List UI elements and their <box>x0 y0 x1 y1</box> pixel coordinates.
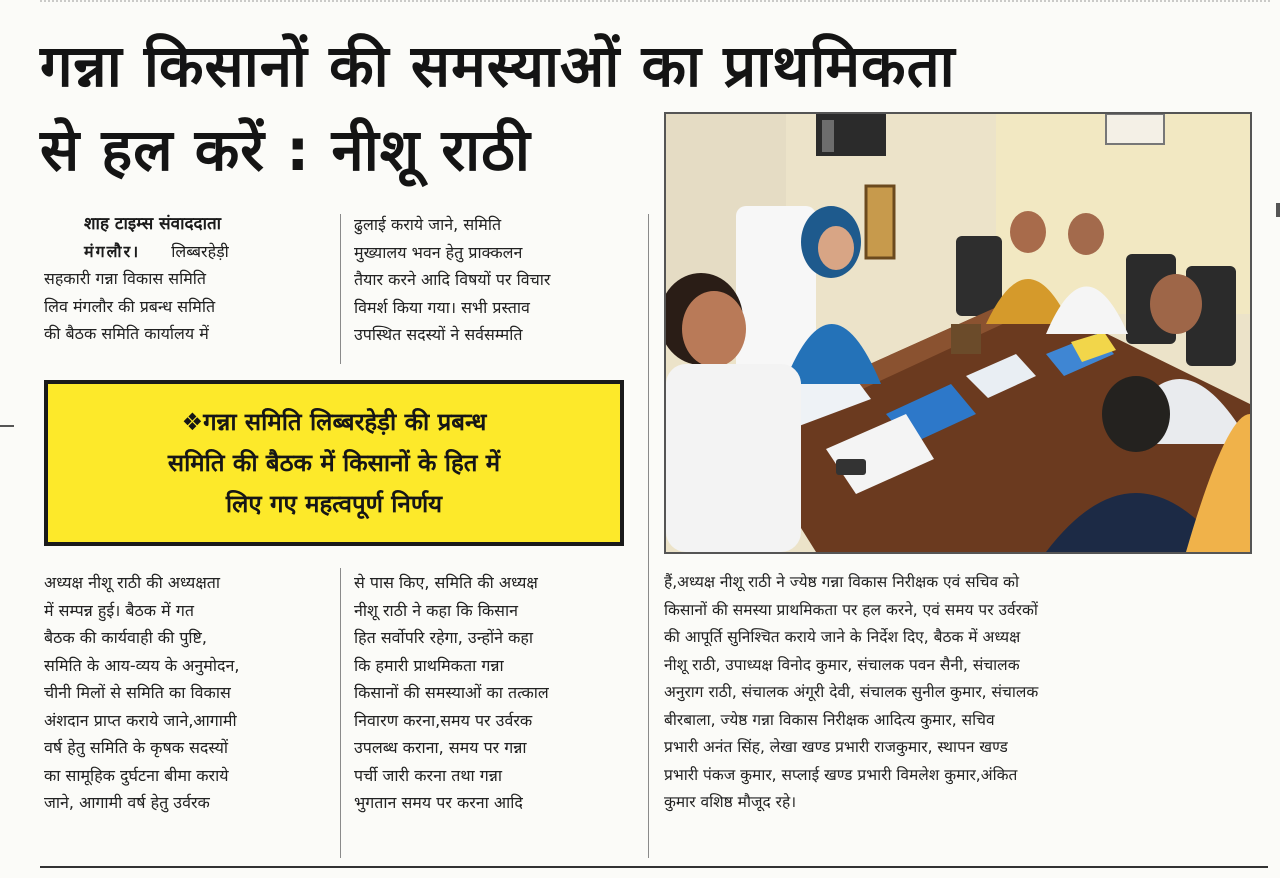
mobile-phone <box>836 459 866 475</box>
wall-frame <box>1106 114 1164 144</box>
dateline-line <box>84 238 326 266</box>
text-line: की बैठक समिति कार्यालय में <box>44 324 209 343</box>
portrait-frame <box>866 186 894 258</box>
text-line: किसानों की समस्याओं का तत्काल <box>354 683 549 702</box>
pen-stand <box>951 324 981 354</box>
headline-line-1: गन्ना किसानों की समस्याओं का प्राथमिकता <box>40 32 956 100</box>
text-line: हित सर्वोपरि रहेगा, उन्होंने कहा <box>354 628 534 647</box>
column-1-top-line-1: लिब्बरहेड़ी <box>171 242 229 261</box>
margin-mark <box>1276 203 1280 217</box>
text-line: बीरबाला, ज्येष्ठ गन्ना विकास निरीक्षक आदित्य कुमार, सचिव <box>664 710 995 729</box>
person-background-head <box>1010 211 1046 253</box>
headline-line-2: से हल करें : नीशू राठी <box>40 116 531 184</box>
highlight-text <box>150 402 518 525</box>
previous-article-cutoff <box>40 0 1270 8</box>
highlight-box <box>44 380 624 546</box>
text-line: बैठक की कार्यवाही की पुष्टि, <box>44 628 207 647</box>
text-line: हैं,अध्यक्ष नीशू राठी ने ज्येष्ठ गन्ना विकास निरीक्षक एवं सचिव को <box>664 573 1019 591</box>
text-line: किसानों की समस्या प्राथमिकता पर हल करने, एवं समय पर उर्वरकों <box>664 600 1038 619</box>
column-2-top <box>354 211 634 349</box>
highlight-line-1 <box>168 402 500 443</box>
text-line: प्रभारी अनंत सिंह, लेखा खण्ड प्रभारी राजकुमार, स्थापन खण्ड <box>664 738 1008 756</box>
text-line: नीशू राठी ने कहा कि किसान <box>354 600 518 620</box>
column-2-bottom <box>354 569 634 817</box>
text-line: कि हमारी प्राथमिकता गन्ना <box>354 655 504 675</box>
margin-mark <box>0 425 14 427</box>
text-line: पर्ची जारी करना तथा गन्ना <box>354 765 503 785</box>
dateline: मंगलौर। <box>84 242 141 261</box>
page-bottom-rule <box>40 866 1268 868</box>
person-left-shirt <box>666 364 801 552</box>
person-right-head <box>1150 274 1202 334</box>
text-line: मुख्यालय भवन हेतु प्राक्कलन <box>354 242 523 262</box>
text-line: अंशदान प्राप्त कराये जाने,आगामी <box>44 710 237 730</box>
person-left-face <box>682 291 746 367</box>
text-line: भुगतान समय पर करना आदि <box>354 793 523 812</box>
text-line: का सामूहिक दुर्घटना बीमा कराये <box>44 765 229 785</box>
text-line: प्रभारी पंकज कुमार, सप्लाई खण्ड प्रभारी विमलेश कुमार,अंकित <box>664 765 1018 784</box>
text-line: उपस्थित सदस्यों ने सर्वसम्मति <box>354 325 523 344</box>
bullet-icon: ❖ <box>181 407 204 436</box>
text-line: विमर्श किया गया। सभी प्रस्ताव <box>354 297 530 317</box>
notice-board-panel <box>822 120 834 152</box>
column-1-bottom <box>44 569 326 817</box>
text-line: चीनी मिलों से समिति का विकास <box>44 683 231 702</box>
highlight-line-1-text: गन्ना समिति लिब्बरहेड़ी की प्रबन्ध <box>203 407 487 436</box>
person-chairperson-face <box>818 226 854 270</box>
column-rule <box>340 568 341 858</box>
text-line: अनुराग राठी, संचालक अंगूरी देवी, संचालक सुनील कुमार, संचालक <box>664 683 1039 701</box>
column-rule <box>648 214 649 858</box>
text-line: सहकारी गन्ना विकास समिति <box>44 269 207 288</box>
chair <box>956 236 1002 316</box>
text-line: नीशू राठी, उपाध्यक्ष विनोद कुमार, संचालक पवन सैनी, संचालक <box>664 655 1020 674</box>
column-1-top <box>44 265 326 348</box>
meeting-photo-illustration <box>666 114 1250 552</box>
meeting-photo <box>664 112 1252 554</box>
text-line: ढुलाई कराये जाने, समिति <box>354 215 502 234</box>
person-front-right-head <box>1102 376 1170 452</box>
text-line: में सम्पन्न हुई। बैठक में गत <box>44 600 194 620</box>
text-line: तैयार करने आदि विषयों पर विचार <box>354 270 551 289</box>
text-line: निवारण करना,समय पर उर्वरक <box>354 710 533 730</box>
text-line: अध्यक्ष नीशू राठी की अध्यक्षता <box>44 573 221 592</box>
text-line: की आपूर्ति सुनिश्चित कराये जाने के निर्देश दिए, बैठक में अध्यक्ष <box>664 628 1021 646</box>
highlight-line-3: लिए गए महत्वपूर्ण निर्णय <box>225 489 443 518</box>
text-line: समिति के आय-व्यय के अनुमोदन, <box>44 655 240 675</box>
byline-reporter: शाह टाइम्स संवाददाता <box>84 214 222 234</box>
column-3-bottom <box>664 569 1254 817</box>
text-line: जाने, आगामी वर्ष हेतु उर्वरक <box>44 793 210 812</box>
text-line: कुमार वशिष्ठ मौजूद रहे। <box>664 793 797 811</box>
column-rule <box>340 214 341 364</box>
highlight-line-2: समिति की बैठक में किसानों के हित में <box>167 448 501 477</box>
text-line: वर्ष हेतु समिति के कृषक सदस्यों <box>44 738 229 757</box>
person-background-head <box>1068 213 1104 255</box>
text-line: उपलब्ध कराना, समय पर गन्ना <box>354 738 527 757</box>
text-line: से पास किए, समिति की अध्यक्ष <box>354 573 538 592</box>
text-line: लिव मंगलौर की प्रबन्ध समिति <box>44 296 216 316</box>
